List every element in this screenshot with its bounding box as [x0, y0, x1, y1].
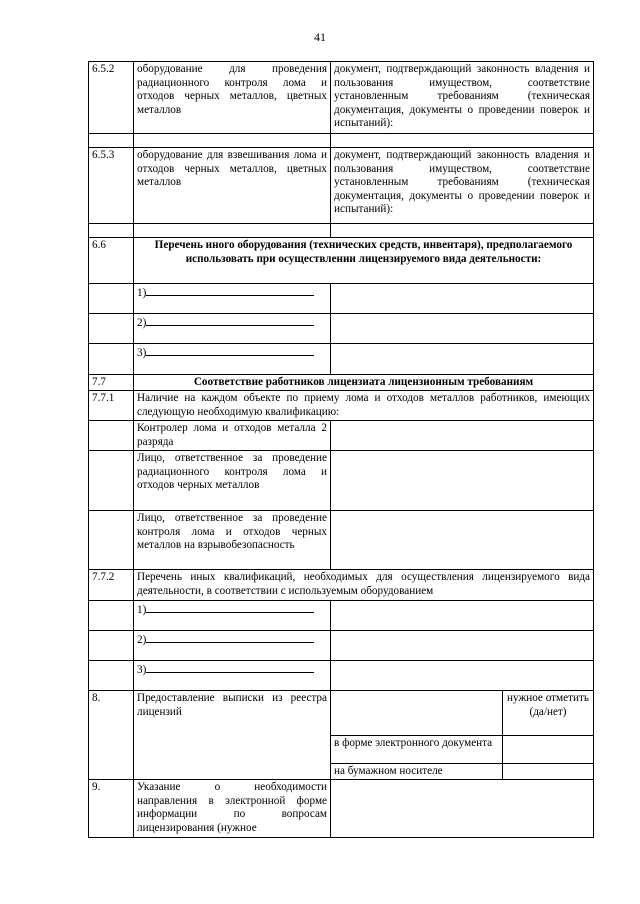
item-label: 1) — [137, 287, 147, 299]
row-6-6 — [89, 238, 594, 284]
item-label: 1) — [137, 604, 147, 616]
underline-field[interactable] — [146, 285, 314, 296]
section-number: 7.7 — [89, 375, 134, 391]
row-6-5-3 — [89, 148, 594, 224]
section-number: 7.7.1 — [89, 391, 134, 421]
underline-field[interactable] — [146, 345, 314, 356]
row-6-5-2-entry — [89, 134, 594, 148]
list-item — [89, 314, 594, 344]
numbered-field[interactable] — [134, 631, 331, 661]
qualification-label: Лицо, ответственное за проведение радиационного контроля лома и отходов черных металлов — [134, 451, 331, 511]
section-number: 9. — [89, 780, 134, 838]
empty-cell — [89, 661, 134, 691]
document-description: документ, подтверждающий законность владения и пользования имуществом, соответствие установленным требованиям (техническая документация, документы о проведении поверок и испытаний): — [331, 62, 594, 134]
section-number: 8. — [89, 691, 134, 780]
entry-field[interactable] — [331, 451, 594, 511]
option-label-paper: на бумажном носителе — [331, 764, 503, 780]
list-item — [89, 344, 594, 375]
mark-header: нужное отметить (да/нет) — [503, 691, 594, 736]
numbered-field[interactable] — [134, 661, 331, 691]
empty-cell — [134, 224, 331, 238]
row-6-5-2 — [89, 62, 594, 134]
empty-cell — [89, 451, 134, 511]
document-description: документ, подтверждающий законность владения и пользования имуществом, соответствие установленным требованиям (техническая документация, документы о проведении поверок и испытаний): — [331, 148, 594, 224]
row-9 — [89, 780, 594, 838]
empty-cell — [89, 421, 134, 451]
qualification-row — [89, 511, 594, 570]
empty-cell — [89, 631, 134, 661]
entry-field[interactable] — [331, 511, 594, 570]
entry-field[interactable] — [331, 661, 594, 691]
row-7-7 — [89, 375, 594, 391]
entry-field[interactable] — [331, 601, 594, 631]
item-label: 2) — [137, 634, 147, 646]
empty-cell — [89, 314, 134, 344]
list-item — [89, 284, 594, 314]
mark-field-paper[interactable] — [503, 764, 594, 780]
list-item — [89, 661, 594, 691]
qualification-row — [89, 451, 594, 511]
section-number: 7.7.2 — [89, 570, 134, 601]
row-8 — [89, 691, 594, 736]
section-number: 6.5.2 — [89, 62, 134, 134]
list-item — [89, 631, 594, 661]
item-label: 3) — [137, 347, 147, 359]
section-title: Предоставление выписки из реестра лицензий — [134, 691, 331, 780]
list-item — [89, 601, 594, 631]
entry-field[interactable] — [331, 314, 594, 344]
section-title: Перечень иного оборудования (технических средств, инвентаря), предполагаемого использовать при осуществлении лицензируемого вида деятельности: — [134, 238, 594, 284]
underline-field[interactable] — [146, 602, 314, 613]
empty-cell — [89, 601, 134, 631]
empty-cell — [134, 134, 331, 148]
document-entry-field[interactable] — [331, 134, 594, 148]
section-title: Указание о необходимости направления в электронной форме информации по вопросам лицензирования (нужное — [134, 780, 331, 838]
row-7-7-2 — [89, 570, 594, 601]
option-label-electronic: в форме электронного документа — [331, 736, 503, 764]
entry-field[interactable] — [331, 284, 594, 314]
empty-cell — [89, 511, 134, 570]
license-form-table — [88, 61, 594, 838]
numbered-field[interactable] — [134, 601, 331, 631]
section-title: Перечень иных квалификаций, необходимых для осуществления лицензируемого вида деятельности, в соответствии с используемым оборудованием — [134, 570, 594, 601]
section-number: 6.6 — [89, 238, 134, 284]
entry-field[interactable] — [331, 780, 594, 838]
row-6-5-3-entry — [89, 224, 594, 238]
empty-cell — [89, 224, 134, 238]
numbered-field[interactable] — [134, 344, 331, 375]
numbered-field[interactable] — [134, 284, 331, 314]
document-entry-field[interactable] — [331, 224, 594, 238]
section-number: 6.5.3 — [89, 148, 134, 224]
qualification-row — [89, 421, 594, 451]
mark-field-electronic[interactable] — [503, 736, 594, 764]
underline-field[interactable] — [146, 632, 314, 643]
equipment-title: оборудование для взвешивания лома и отходов черных металлов, цветных металлов — [134, 148, 331, 224]
underline-field[interactable] — [146, 662, 314, 673]
underline-field[interactable] — [146, 315, 314, 326]
item-label: 2) — [137, 317, 147, 329]
entry-field[interactable] — [331, 421, 594, 451]
empty-cell — [89, 344, 134, 375]
empty-cell — [331, 691, 503, 736]
section-title: Наличие на каждом объекте по приему лома и отходов металлов работников, имеющих следующую необходимую квалификацию: — [134, 391, 594, 421]
entry-field[interactable] — [331, 631, 594, 661]
page-number: 41 — [314, 30, 326, 44]
empty-cell — [89, 284, 134, 314]
equipment-title: оборудование для проведения радиационного контроля лома и отходов черных металлов, цветных металлов — [134, 62, 331, 134]
qualification-label: Контролер лома и отходов металла 2 разряда — [134, 421, 331, 451]
item-label: 3) — [137, 664, 147, 676]
qualification-label: Лицо, ответственное за проведение контроля лома и отходов черных металлов на взрывобезопасность — [134, 511, 331, 570]
entry-field[interactable] — [331, 344, 594, 375]
empty-cell — [89, 134, 134, 148]
numbered-field[interactable] — [134, 314, 331, 344]
section-title: Соответствие работников лицензиата лицензионным требованиям — [134, 375, 594, 391]
row-7-7-1 — [89, 391, 594, 421]
